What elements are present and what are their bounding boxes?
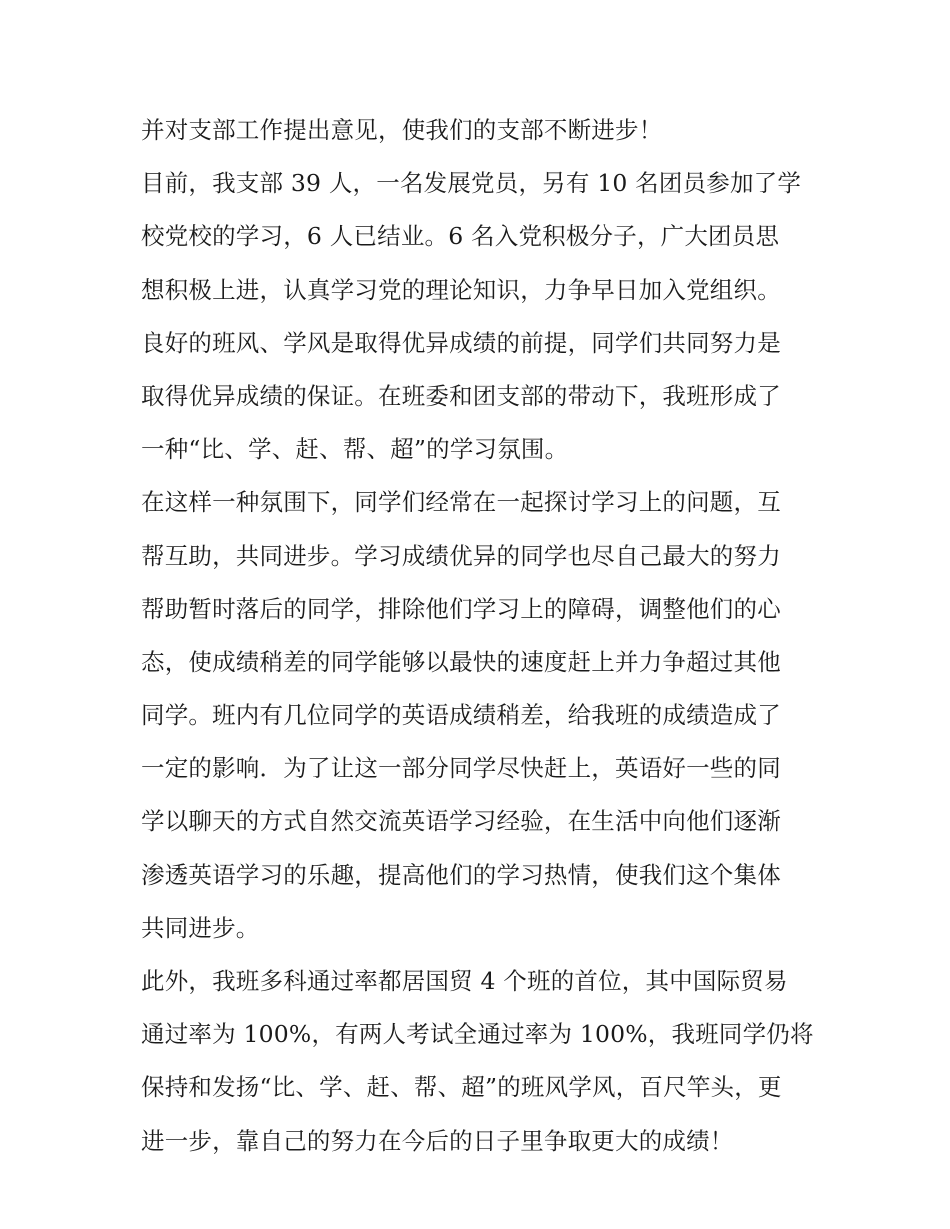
text-line: 共同进步。 (141, 913, 260, 942)
text-line: 校党校的学习，6 人已结业。6 名入党积极分子，广大团员思 (141, 222, 780, 251)
text-line: 帮助暂时落后的同学，排除他们学习上的障碍，调整他们的心 (141, 594, 781, 623)
text-line: 保持和发扬“比、学、赶、帮、超”的班风学风，百尺竿头，更 (141, 1073, 782, 1102)
text-line: 想积极上进，认真学习党的理论知识，力争早日加入党组织。 (141, 275, 781, 304)
text-line: 一定的影响．为了让这一部分同学尽快赶上，英语好一些的同 (141, 754, 781, 783)
text-line: 帮互助，共同进步。学习成绩优异的同学也尽自己最大的努力 (141, 541, 781, 570)
text-line: 通过率为 100%，有两人考试全通过率为 100%，我班同学仍将 (141, 1020, 814, 1049)
document-body (141, 110, 821, 1174)
text-line: 进一步，靠自己的努力在今后的日子里争取更大的成绩！ (141, 1126, 734, 1155)
text-line: 良好的班风、学风是取得优异成绩的前提，同学们共同努力是 (141, 328, 781, 357)
text-line: 一种“比、学、赶、帮、超”的学习氛围。 (141, 435, 569, 464)
text-line: 并对支部工作提出意见，使我们的支部不断进步！ (141, 116, 663, 144)
text-line: 取得优异成绩的保证。在班委和团支部的带动下，我班形成了 (141, 381, 781, 410)
text-line: 目前，我支部 39 人，一名发展党员，另有 10 名团员参加了学 (141, 169, 802, 198)
text-line: 学以聊天的方式自然交流英语学习经验，在生活中向他们逐渐 (141, 807, 781, 836)
text-line: 此外，我班多科通过率都居国贸 4 个班的首位，其中国际贸易 (141, 967, 788, 995)
text-line: 渗透英语学习的乐趣，提高他们的学习热情，使我们这个集体 (141, 860, 781, 889)
text-line: 同学。班内有几位同学的英语成绩稍差，给我班的成绩造成了 (141, 701, 781, 730)
text-line: 在这样一种氛围下，同学们经常在一起探讨学习上的问题，互 (141, 488, 781, 517)
text-line: 态，使成绩稍差的同学能够以最快的速度赶上并力争超过其他 (141, 647, 781, 676)
